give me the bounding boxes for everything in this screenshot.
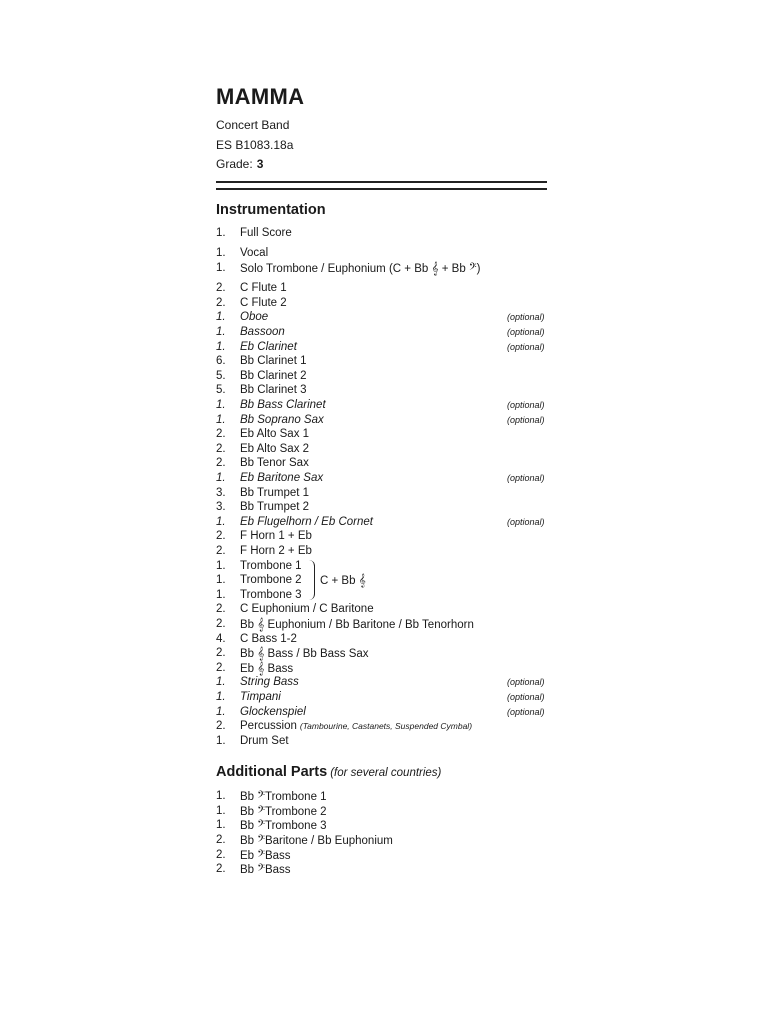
trombone-group [216,559,556,603]
list-item [216,427,556,442]
part-count: 1. [216,676,226,689]
part-count: 1. [216,326,226,339]
treble-clef-icon: 𝄞 [358,572,366,587]
list-item [216,804,556,819]
part-name: Bassoon [240,326,285,339]
part-name: Eb Alto Sax 2 [240,442,310,455]
part-count: 1. [216,819,226,832]
part-count: 2. [216,296,226,309]
part-count: 1. [216,690,226,703]
brace-bracket [308,560,315,600]
list-item [216,281,556,296]
instrumentation-sheet [216,84,556,877]
part-name: Trombone 3 [240,588,302,601]
part-name: Solo Trombone / Euphonium (C + Bb 𝄞 + Bb 𝄢) [240,260,481,275]
part-name: F Horn 1 + Eb [240,530,312,543]
part-count: 2. [216,457,226,470]
grade-label: Grade: [216,157,253,171]
part-count: 2. [216,647,226,660]
list-item [216,559,556,574]
list-item [216,471,556,486]
part-count: 1. [216,247,226,260]
part-name: Bb Tenor Sax [240,457,309,470]
part-count: 1. [216,311,226,324]
list-item [216,675,556,690]
list-item [216,500,556,515]
list-item [216,661,556,676]
part-name: Eb Clarinet [240,340,297,353]
optional-tag: (optional) [507,414,545,425]
optional-tag: (optional) [507,516,545,527]
optional-tag: (optional) [507,691,545,702]
part-count: 3. [216,486,226,499]
list-item [216,413,556,428]
optional-tag: (optional) [507,312,545,323]
list-item [216,734,556,749]
part-name: Oboe [240,311,269,324]
part-count: 2. [216,834,226,847]
list-item [216,515,556,530]
part-name: Bb Trumpet 2 [240,501,310,514]
part-count: 5. [216,369,226,382]
part-name: Trombone 1 [240,559,302,572]
part-count: 1. [216,399,226,412]
part-name: C Flute 1 [240,282,287,295]
list-item [216,848,556,863]
part-name: Bb Trumpet 1 [240,486,310,499]
optional-tag: (optional) [507,677,545,688]
list-item [216,588,556,603]
instrumentation-heading: Instrumentation [216,201,326,218]
part-name: C Euphonium / C Baritone [240,603,374,616]
bass-clef-icon: 𝄢 [257,818,265,833]
part-count: 1. [216,472,226,484]
grade-line [216,155,556,175]
part-count: 1. [216,804,226,817]
part-name: Eb 𝄞 Bass [240,660,294,675]
bass-clef-icon: 𝄢 [257,847,265,862]
percussion-note: (Tambourine, Castanets, Suspended Cymbal) [299,721,473,732]
part-name: Bb 𝄢Trombone 1 [240,789,327,804]
list-item [216,261,556,276]
catalog-number: ES B1083.18a [216,137,294,152]
part-name: Timpani [240,690,281,703]
list-item [216,226,556,241]
additional-parts-note: (for several countries) [330,767,442,780]
part-name: Eb 𝄢Bass [240,847,291,862]
list-item [216,862,556,877]
part-count: 2. [216,848,226,861]
list-item [216,456,556,471]
part-count: 2. [216,617,226,630]
bass-clef-icon: 𝄢 [257,803,265,818]
list-item [216,818,556,833]
optional-tag: (optional) [507,473,545,483]
part-name: Bb 𝄢Bass [240,862,291,877]
list-item [216,296,556,311]
list-item [216,602,556,617]
part-count: 6. [216,355,226,368]
optional-tag: (optional) [507,400,545,411]
part-name: Percussion (Tambourine, Castanets, Suspended Cymbal) [240,720,473,733]
part-count: 1. [216,790,226,803]
part-count: 1. [216,559,226,572]
list-item [216,369,556,384]
part-name: Bb 𝄞 Euphonium / Bb Baritone / Bb Tenorhorn [240,616,474,631]
part-name: Bb Clarinet 3 [240,384,307,397]
part-count: 2. [216,661,226,674]
list-item [216,719,556,734]
list-item [216,486,556,501]
rhythm-group [216,675,556,719]
part-name: Glockenspiel [240,705,306,718]
part-name: Bb Bass Clarinet [240,399,326,412]
list-item [216,646,556,661]
optional-tag: (optional) [507,341,545,352]
list-item [216,632,556,647]
part-name: Bb 𝄞 Bass / Bb Bass Sax [240,646,369,661]
part-name: Bb 𝄢Trombone 3 [240,818,327,833]
bass-clef-icon: 𝄢 [468,260,477,275]
part-name: Bb 𝄢Baritone / Bb Euphonium [240,833,393,848]
instrumentation-list [216,226,556,749]
part-count: 3. [216,501,226,514]
double-rule-divider [216,181,547,190]
list-item [216,690,556,705]
part-count: 1. [216,261,226,274]
part-count: 2. [216,863,226,876]
optional-tag: (optional) [507,327,545,338]
bass-clef-icon: 𝄢 [257,862,265,877]
part-name: Bb Clarinet 2 [240,369,307,382]
list-item [216,398,556,413]
part-name: F Horn 2 + Eb [240,544,312,557]
part-count: 4. [216,632,226,645]
part-name: Eb Flugelhorn / Eb Cornet [240,515,373,528]
part-count: 2. [216,544,226,557]
part-name: Eb Alto Sax 1 [240,428,310,441]
list-item [216,325,556,340]
part-name: Bb Clarinet 1 [240,355,307,368]
ensemble-type: Concert Band [216,118,290,132]
part-count: 2. [216,603,226,616]
bass-clef-icon: 𝄢 [257,833,265,848]
part-count: 2. [216,428,226,441]
grade-value: 3 [256,157,264,171]
treble-clef-icon: 𝄞 [257,616,265,631]
part-name: String Bass [240,676,299,689]
part-name: Vocal [240,247,269,260]
treble-clef-icon: 𝄞 [431,260,439,275]
part-name: C Bass 1-2 [240,632,297,645]
list-item [216,310,556,325]
part-name: Bb 𝄢Trombone 2 [240,803,327,818]
woodwinds-brass-group [216,281,556,558]
list-item [216,617,556,632]
bass-clef-icon: 𝄢 [257,789,265,804]
list-item [216,383,556,398]
list-item [216,544,556,559]
part-count: 1. [216,705,226,718]
brace-label: C + Bb 𝄞 [320,572,366,587]
list-item [216,789,556,804]
part-count: 1. [216,734,226,747]
treble-clef-icon: 𝄞 [257,646,265,661]
low-brass-group [216,602,556,675]
list-item [216,340,556,355]
part-count: 1. [216,413,226,426]
part-count: 2. [216,530,226,543]
part-name: Bb Soprano Sax [240,413,324,426]
list-item [216,354,556,369]
part-count: 1. [216,515,226,528]
part-name: Drum Set [240,734,289,747]
list-item [216,529,556,544]
part-name: Trombone 2 [240,574,302,587]
part-count: 1. [216,588,226,601]
part-count: 1. [216,340,226,353]
part-count: 1. [216,574,226,587]
part-count: 2. [216,442,226,455]
additional-parts-heading: Additional Parts (for several countries) [216,764,442,781]
treble-clef-icon: 𝄞 [257,660,265,675]
list-item [216,442,556,457]
part-name: C Flute 2 [240,296,287,309]
page-title: MAMMA [216,84,305,109]
list-item [216,246,556,261]
list-item [216,573,556,588]
part-count: 2. [216,282,226,295]
part-count: 5. [216,384,226,397]
list-item [216,705,556,720]
part-count: 2. [216,720,226,733]
optional-tag: (optional) [507,706,545,717]
part-count: 1. [216,226,226,239]
part-name: Full Score [240,226,292,239]
part-name: Eb Baritone Sax [240,472,324,484]
additional-parts-list [216,789,556,877]
list-item [216,833,556,848]
